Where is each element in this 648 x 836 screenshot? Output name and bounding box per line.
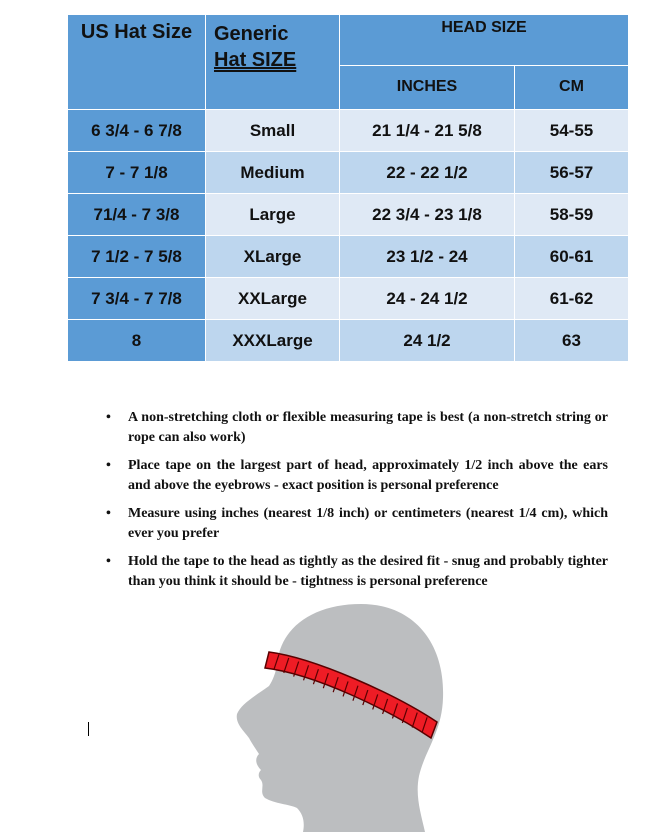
cell-inches: 23 1/2 - 24 (340, 236, 515, 278)
cell-us-size: 7 - 7 1/8 (68, 152, 206, 194)
cell-inches: 21 1/4 - 21 5/8 (340, 110, 515, 152)
cell-generic-size: XXXLarge (206, 320, 340, 362)
instruction-item (103, 552, 608, 591)
instruction-item (103, 456, 608, 495)
cell-inches: 24 - 24 1/2 (340, 278, 515, 320)
cell-cm: 56-57 (515, 152, 629, 194)
header-head-size: HEAD SIZE (340, 15, 629, 66)
cell-generic-size: Large (206, 194, 340, 236)
instruction-item (103, 504, 608, 543)
cell-us-size: 8 (68, 320, 206, 362)
cell-cm: 54-55 (515, 110, 629, 152)
cell-cm: 63 (515, 320, 629, 362)
table-row (68, 236, 629, 278)
table-row (68, 278, 629, 320)
table-row (68, 110, 629, 152)
instruction-text: A non-stretching cloth or flexible measuring tape is best (a non-stretch string or rope can also work) (128, 410, 608, 445)
text-cursor (88, 722, 89, 736)
cell-generic-size: XLarge (206, 236, 340, 278)
cell-us-size: 6 3/4 - 6 7/8 (68, 110, 206, 152)
hat-size-table (67, 14, 629, 362)
cell-inches: 24 1/2 (340, 320, 515, 362)
header-generic-line2: Hat SIZE (214, 49, 297, 71)
measuring-instructions (103, 408, 608, 600)
cell-inches: 22 3/4 - 23 1/8 (340, 194, 515, 236)
cell-inches: 22 - 22 1/2 (340, 152, 515, 194)
header-generic-hat-size (206, 15, 340, 110)
table-row (68, 152, 629, 194)
bullet-icon: • (106, 506, 111, 521)
cell-cm: 61-62 (515, 278, 629, 320)
table-row (68, 320, 629, 362)
cell-generic-size: Small (206, 110, 340, 152)
instruction-text: Measure using inches (nearest 1/8 inch) or centimeters (nearest 1/4 cm), which ever you prefer (128, 506, 608, 541)
header-generic-line1: Generic (214, 23, 289, 45)
cell-cm: 60-61 (515, 236, 629, 278)
table-row (68, 194, 629, 236)
instruction-item (103, 408, 608, 447)
instruction-text: Hold the tape to the head as tightly as the desired fit - snug and probably tighter than you think it should be - tightness is personal preference (128, 554, 608, 589)
cell-generic-size: Medium (206, 152, 340, 194)
instruction-text: Place tape on the largest part of head, approximately 1/2 inch above the ears and above the eyebrows - exact position is personal preference (128, 458, 608, 493)
header-cm: CM (515, 65, 629, 109)
bullet-icon: • (106, 554, 111, 569)
header-inches: INCHES (340, 65, 515, 109)
cell-us-size: 7 1/2 - 7 5/8 (68, 236, 206, 278)
head-silhouette-icon (225, 600, 465, 832)
bullet-icon: • (106, 410, 111, 425)
cell-us-size: 71/4 - 7 3/8 (68, 194, 206, 236)
cell-cm: 58-59 (515, 194, 629, 236)
bullet-icon: • (106, 458, 111, 473)
header-us-hat-size: US Hat Size (68, 15, 206, 110)
cell-generic-size: XXLarge (206, 278, 340, 320)
cell-us-size: 7 3/4 - 7 7/8 (68, 278, 206, 320)
